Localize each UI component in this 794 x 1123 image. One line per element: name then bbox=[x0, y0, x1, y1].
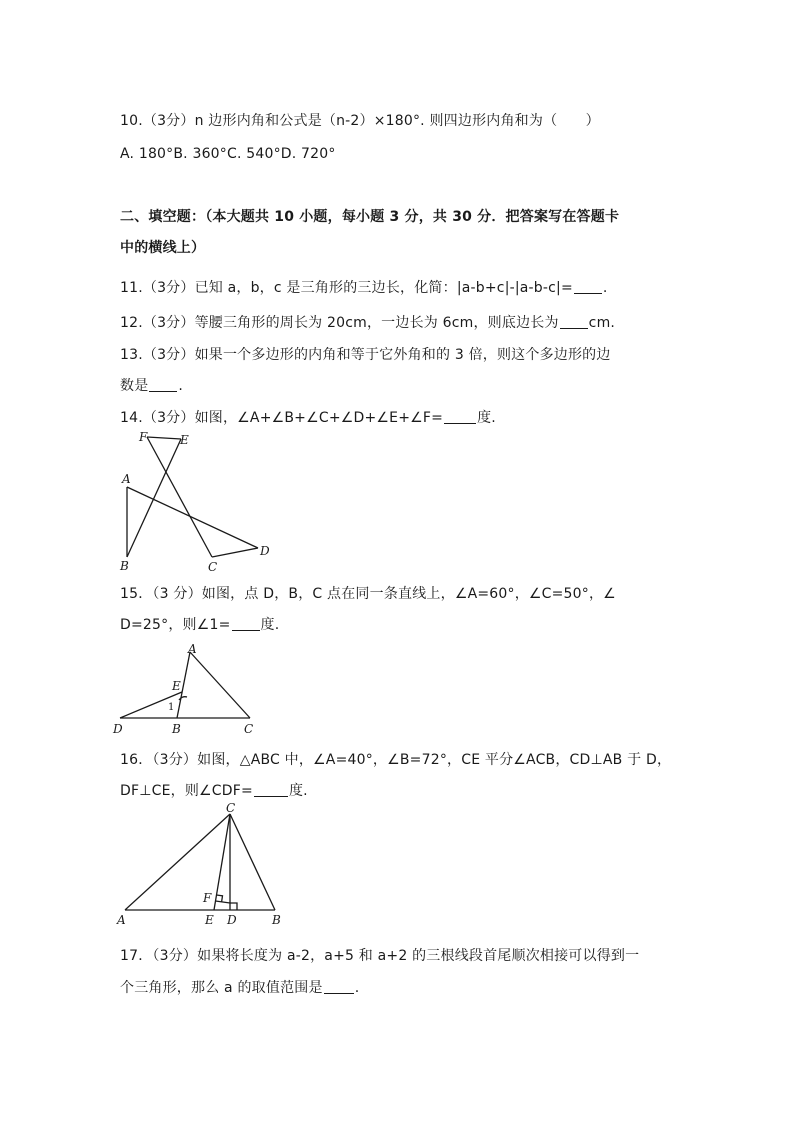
q13-stem: 13.（3分）如果一个多边形的内角和等于它外角和的 3 倍，则这个多边形的边 bbox=[120, 347, 611, 363]
label-c: C bbox=[244, 722, 254, 736]
q16-stem: 16．（3分）如图，△ABC 中，∠A=40°，∠B=72°，CE 平分∠ACB，CD⊥AB 于 D， bbox=[120, 752, 672, 768]
q15-answer-blank[interactable] bbox=[232, 616, 260, 631]
label-f: F bbox=[203, 891, 212, 905]
q11-line bbox=[120, 277, 608, 297]
label-e: E bbox=[205, 913, 214, 927]
q13-stem-cont: 数是 bbox=[120, 378, 149, 394]
q16-answer-blank[interactable] bbox=[254, 782, 288, 797]
segment-fc bbox=[147, 437, 212, 557]
segment-ac bbox=[190, 652, 250, 718]
q13-answer-blank[interactable] bbox=[149, 377, 177, 392]
label-d: D bbox=[113, 722, 123, 736]
segment-bc bbox=[230, 814, 275, 910]
label-c: C bbox=[208, 560, 218, 574]
label-d: D bbox=[260, 544, 270, 558]
q14-end: 度. bbox=[477, 410, 496, 426]
q16-stem-cont: DF⊥CE，则∠CDF= bbox=[120, 783, 253, 799]
label-a: A bbox=[188, 642, 197, 656]
q10-stem: 10.（3分）n 边形内角和公式是（n-2）×180°. 则四边形内角和为（ ） bbox=[120, 113, 600, 129]
q14-line bbox=[120, 407, 496, 427]
q13-end: . bbox=[178, 378, 184, 394]
q17-line2 bbox=[120, 977, 359, 997]
q14-stem: 14.（3分）如图，∠A+∠B+∠C+∠D+∠E+∠F= bbox=[120, 410, 444, 426]
q14-figure bbox=[110, 425, 280, 575]
q16-figure bbox=[112, 800, 292, 930]
section2-heading-cont: 中的横线上） bbox=[120, 240, 206, 256]
q15-end: 度. bbox=[260, 617, 280, 633]
q16-end: 度. bbox=[288, 783, 308, 799]
label-b: B bbox=[120, 559, 129, 573]
q11-stem: 11.（3分）已知 a，b，c 是三角形的三边长，化简：|a-b+c|-|a-b-c|= bbox=[120, 280, 573, 296]
q17-stem-cont: 个三角形，那么 a 的取值范围是 bbox=[120, 980, 323, 996]
segment-fe bbox=[147, 437, 181, 439]
q11-answer-blank[interactable] bbox=[574, 279, 602, 294]
label-e: E bbox=[172, 679, 181, 693]
q12-line bbox=[120, 312, 615, 332]
segment-ac bbox=[125, 814, 230, 910]
label-b: B bbox=[272, 913, 281, 927]
label-b: B bbox=[172, 722, 181, 736]
q14-answer-blank[interactable] bbox=[444, 409, 476, 424]
label-angle-1: 1 bbox=[168, 702, 175, 713]
label-d: D bbox=[227, 913, 237, 927]
segment-df bbox=[216, 901, 231, 903]
segment-ad bbox=[127, 487, 258, 548]
label-a: A bbox=[122, 472, 131, 486]
segment-be bbox=[127, 439, 181, 557]
segment-cd bbox=[212, 548, 258, 557]
q12-stem: 12.（3分）等腰三角形的周长为 20cm，一边长为 6cm，则底边长为 bbox=[120, 315, 559, 331]
q17-stem: 17．（3分）如果将长度为 a-2，a+5 和 a+2 的三根线段首尾顺次相接可以得到一 bbox=[120, 948, 640, 964]
q16-line2 bbox=[120, 780, 308, 800]
q17-answer-blank[interactable] bbox=[324, 979, 354, 994]
q15-figure bbox=[110, 640, 270, 740]
q12-answer-blank[interactable] bbox=[560, 314, 588, 329]
q13-line2 bbox=[120, 375, 183, 395]
label-f: F bbox=[139, 430, 148, 444]
q11-end: . bbox=[602, 280, 608, 296]
q10-options: A. 180°B. 360°C. 540°D. 720° bbox=[120, 146, 336, 162]
q15-stem: 15．（3 分）如图，点 D，B，C 点在同一条直线上，∠A=60°，∠C=50°，∠ bbox=[120, 586, 616, 602]
q12-end: cm. bbox=[588, 315, 616, 331]
q15-line2 bbox=[120, 614, 279, 634]
label-c: C bbox=[226, 801, 236, 815]
q15-stem-cont: D=25°，则∠1= bbox=[120, 617, 231, 633]
label-e: E bbox=[180, 433, 189, 447]
right-angle-d bbox=[230, 903, 237, 910]
section2-heading: 二、填空题：（本大题共 10 小题，每小题 3 分，共 30 分．把答案写在答题卡 bbox=[120, 209, 620, 225]
q17-end: . bbox=[354, 980, 360, 996]
label-a: A bbox=[117, 913, 126, 927]
